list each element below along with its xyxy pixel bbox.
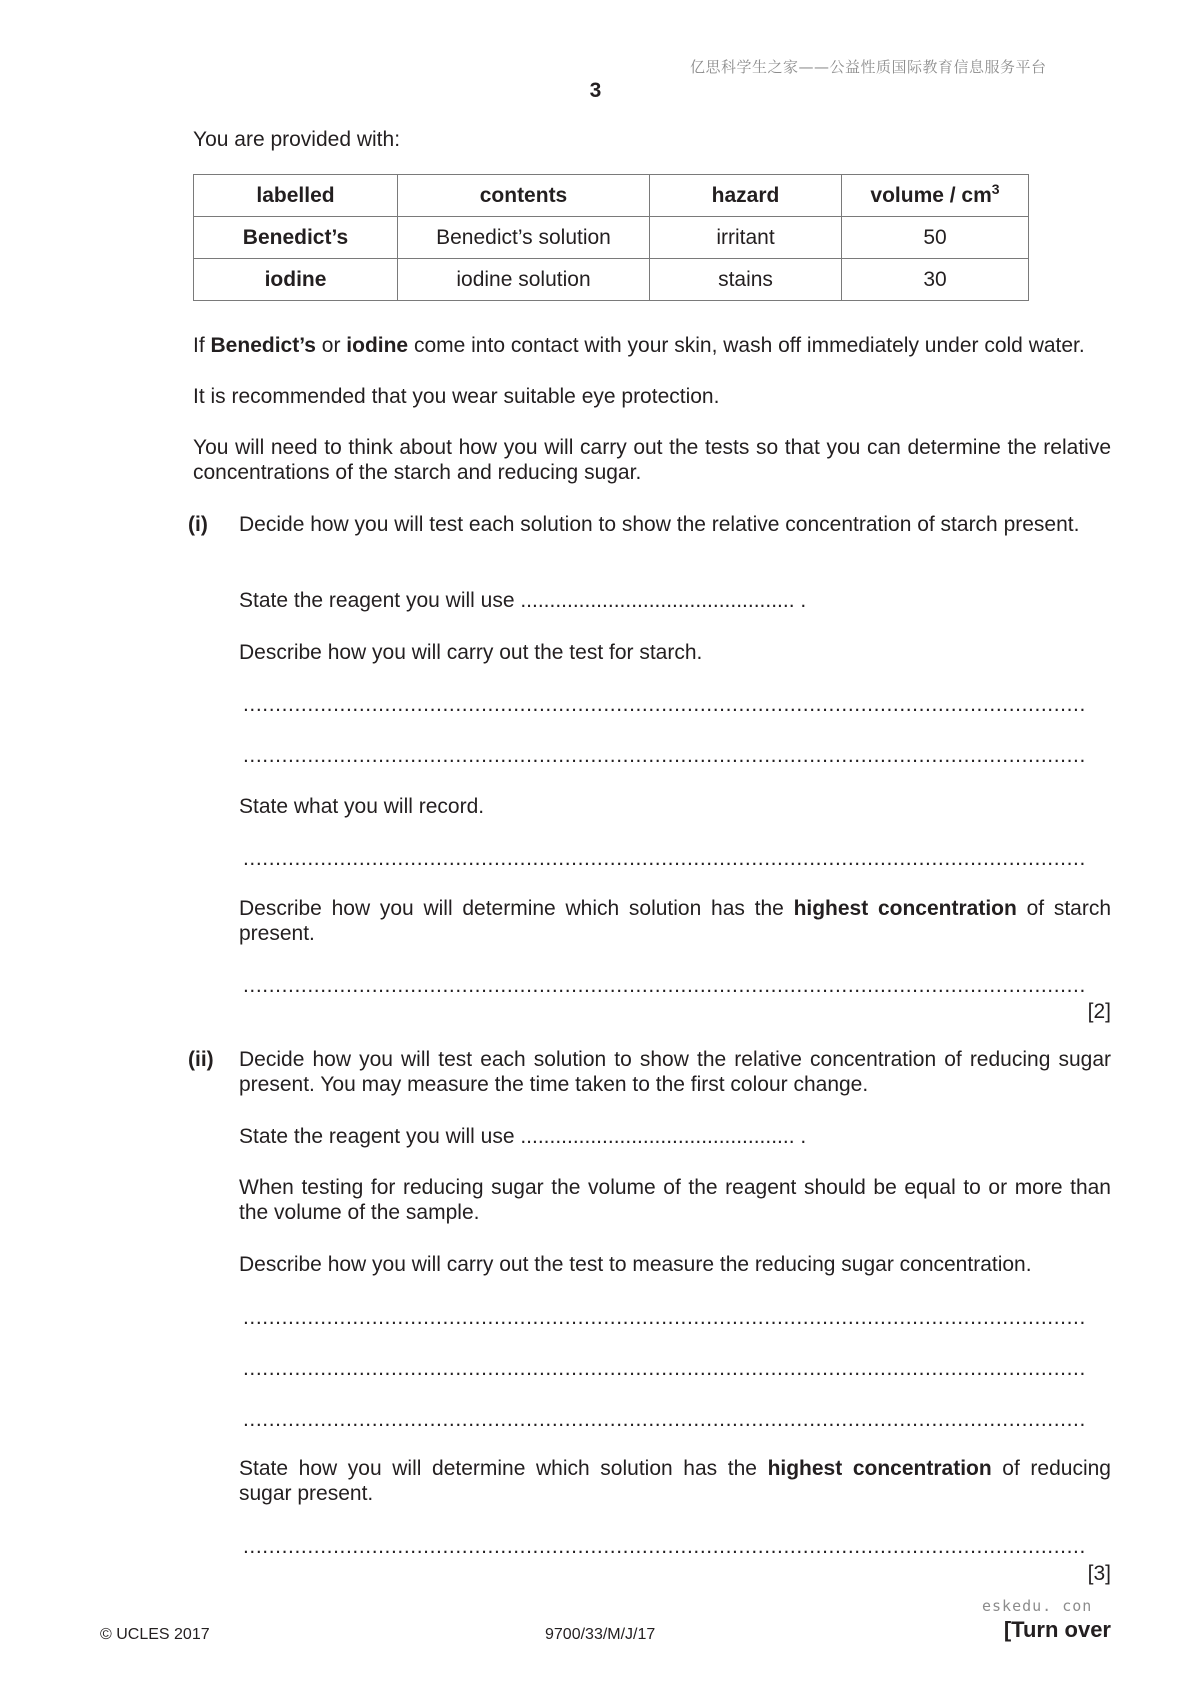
table-cell: iodine solution: [398, 259, 650, 301]
provided-intro: You are provided with:: [193, 128, 401, 151]
copyright: © UCLES 2017: [100, 1626, 210, 1643]
watermark-footer: eskedu. con: [982, 1597, 1093, 1615]
iodine-bold: iodine: [346, 334, 409, 357]
unit-superscript: 3: [991, 181, 1000, 197]
page-number: 3: [589, 79, 602, 102]
materials-table: [193, 174, 1029, 301]
part-i-marks: [2]: [1087, 1000, 1111, 1023]
part-i-intro: Decide how you will test each solution to show the relative concentration of starch present.: [239, 513, 1080, 536]
table-row: [194, 259, 1029, 301]
table-header: contents: [398, 175, 650, 217]
eye-protection-note: It is recommended that you wear suitable eye protection.: [193, 385, 720, 408]
part-ii-marks: [3]: [1087, 1562, 1111, 1585]
answer-line: ...................................................................................................................................: [243, 1306, 1086, 1329]
answer-line: ...................................................................................................................................: [243, 974, 1086, 997]
table-cell: stains: [650, 259, 842, 301]
table-cell: Benedict’s solution: [398, 217, 650, 259]
benedicts-bold: Benedict’s: [210, 334, 316, 357]
table-row: [194, 217, 1029, 259]
table-header-volume: volume / $cm^3$: [842, 175, 1029, 217]
part-ii-intro: Decide how you will test each solution to show the relative concentration of reducing sugar present. You may measure the time taken to the first colour change.: [239, 1048, 1111, 1096]
part-i-highest: Describe how you will determine which solution has the highest concentration of starch present.: [239, 897, 1112, 945]
part-i-record: State what you will record.: [239, 795, 485, 818]
paper-code: 9700/33/M/J/17: [545, 1626, 656, 1643]
part-ii-volume-note: When testing for reducing sugar the volume of the reagent should be equal to or more than the volume of the sample.: [239, 1176, 1111, 1224]
table-header: labelled: [194, 175, 398, 217]
answer-line: ...................................................................................................................................: [243, 1357, 1086, 1380]
table-header: hazard: [650, 175, 842, 217]
answer-line: ...................................................................................................................................: [243, 744, 1086, 767]
part-ii-label: (ii): [188, 1048, 214, 1071]
part-ii-reagent-prompt: State the reagent you will use ............................................... .: [239, 1125, 807, 1148]
answer-line: ...................................................................................................................................: [243, 1408, 1086, 1431]
part-ii-highest: State how you will determine which solution has the highest concentration of reducing sugar present.: [239, 1457, 1111, 1505]
watermark-header: 亿思科学生之家——公益性质国际教育信息服务平台: [690, 58, 1047, 76]
answer-line: ...................................................................................................................................: [243, 1535, 1086, 1558]
table-cell: Benedict’s: [194, 217, 398, 259]
table-header-row: [194, 175, 1029, 217]
safety-paragraph: If Benedict’s or iodine come into contact with your skin, wash off immediately under cold water.: [193, 334, 1085, 357]
think-paragraph: You will need to think about how you will carry out the tests so that you can determine the relative concentrations of the starch and reducing sugar.: [193, 436, 1111, 484]
highest-concentration-bold: highest concentration: [767, 1457, 992, 1480]
highest-concentration-bold: highest concentration: [793, 897, 1017, 920]
part-ii-describe: Describe how you will carry out the test to measure the reducing sugar concentration.: [239, 1253, 1032, 1276]
turn-over: [Turn over: [1003, 1617, 1111, 1642]
answer-line: ...................................................................................................................................: [243, 847, 1086, 870]
answer-line: ...................................................................................................................................: [243, 693, 1086, 716]
table-cell: irritant: [650, 217, 842, 259]
part-i-label: (i): [188, 513, 208, 536]
table-cell: 30: [842, 259, 1029, 301]
table-cell: iodine: [194, 259, 398, 301]
part-i-describe: Describe how you will carry out the test for starch.: [239, 641, 703, 664]
part-i-reagent-prompt: State the reagent you will use ............................................... .: [239, 589, 807, 612]
table-cell: 50: [842, 217, 1029, 259]
